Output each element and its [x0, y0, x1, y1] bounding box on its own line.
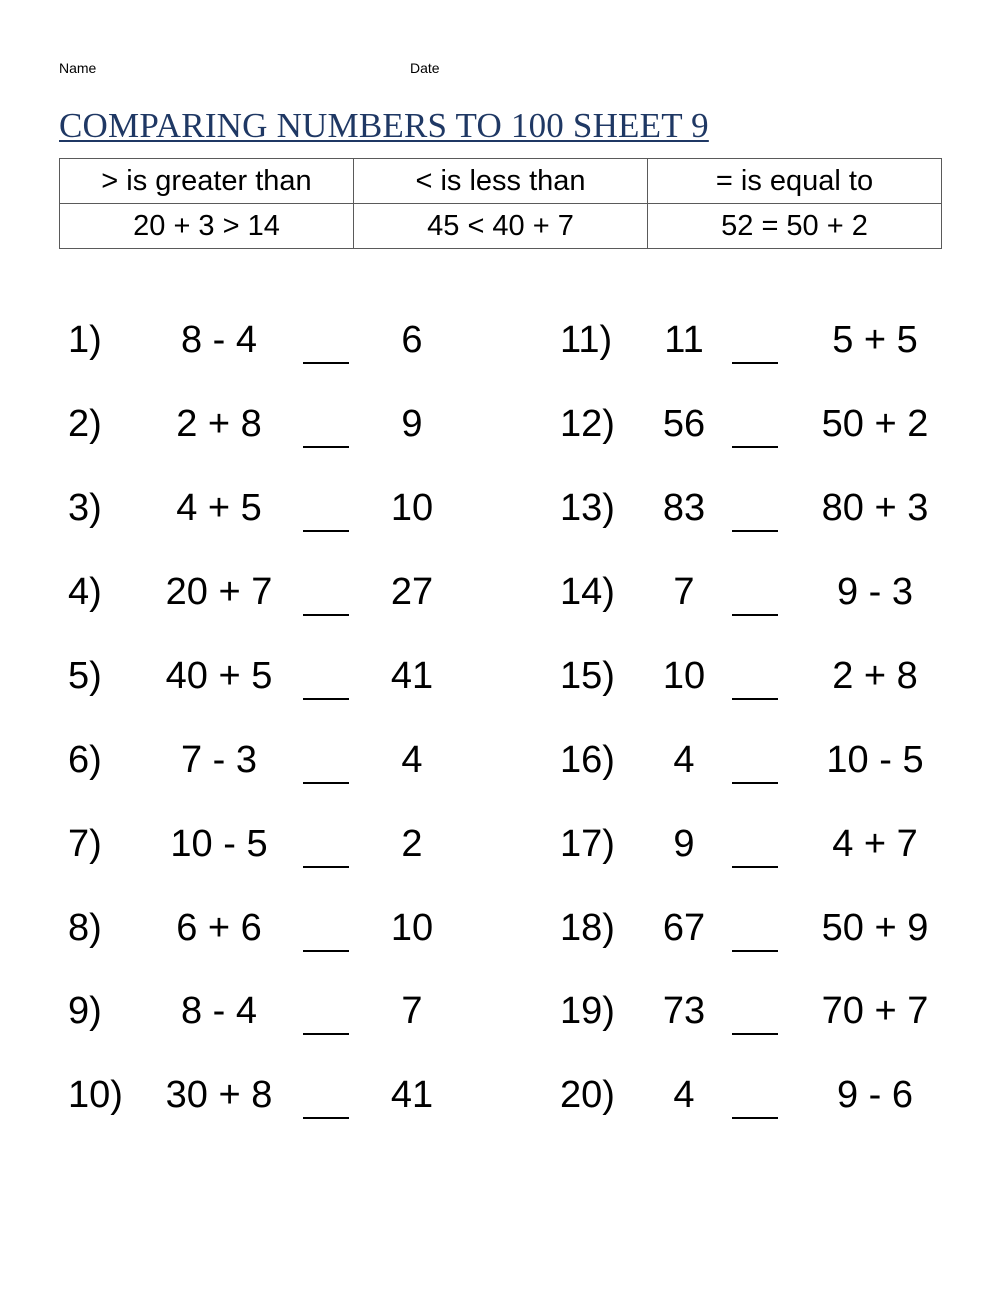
problem-right-expression: 9 - 3 — [836, 571, 914, 613]
problem-right-expression: 6 — [401, 319, 423, 361]
answer-blank[interactable] — [732, 698, 778, 700]
problem-right-expression: 80 + 3 — [821, 487, 929, 529]
problem-number: 3) — [68, 487, 102, 529]
answer-blank[interactable] — [732, 866, 778, 868]
answer-blank[interactable] — [303, 362, 349, 364]
example-equal-to: 52 = 50 + 2 — [648, 204, 942, 249]
legend-example-row — [60, 204, 942, 249]
answer-blank[interactable] — [303, 530, 349, 532]
answer-blank[interactable] — [303, 698, 349, 700]
problem-number: 18) — [560, 907, 615, 949]
answer-blank[interactable] — [303, 614, 349, 616]
problem-left-expression: 4 + 5 — [176, 487, 262, 529]
problem-right-expression: 2 + 8 — [832, 655, 918, 697]
legend-less-than: < is less than — [354, 159, 648, 204]
problem-number: 13) — [560, 487, 615, 529]
problem-left-expression: 8 - 4 — [180, 319, 258, 361]
problem-left-expression: 4 — [673, 1074, 695, 1116]
problem-right-expression: 41 — [390, 1074, 434, 1116]
answer-blank[interactable] — [732, 950, 778, 952]
answer-blank[interactable] — [732, 614, 778, 616]
problem-right-expression: 41 — [390, 655, 434, 697]
problem-right-expression: 70 + 7 — [821, 990, 929, 1032]
problem-number: 16) — [560, 739, 615, 781]
problem-number: 9) — [68, 990, 102, 1032]
problem-left-expression: 30 + 8 — [165, 1074, 273, 1116]
date-label: Date — [410, 60, 440, 76]
problem-left-expression: 2 + 8 — [176, 403, 262, 445]
problem-right-expression: 4 + 7 — [832, 823, 918, 865]
problem-number: 8) — [68, 907, 102, 949]
problem-left-expression: 9 — [673, 823, 695, 865]
problem-left-expression: 67 — [662, 907, 706, 949]
problem-right-expression: 50 + 2 — [821, 403, 929, 445]
name-label: Name — [59, 60, 97, 76]
problem-number: 14) — [560, 571, 615, 613]
legend-greater-than: > is greater than — [60, 159, 354, 204]
problem-right-expression: 10 — [390, 487, 434, 529]
problem-left-expression: 10 — [662, 655, 706, 697]
problem-left-expression: 40 + 5 — [165, 655, 273, 697]
problem-right-expression: 9 — [401, 403, 423, 445]
problem-left-expression: 20 + 7 — [165, 571, 273, 613]
answer-blank[interactable] — [732, 782, 778, 784]
problem-right-expression: 2 — [401, 823, 423, 865]
example-less-than: 45 < 40 + 7 — [354, 204, 648, 249]
problem-left-expression: 11 — [664, 319, 704, 361]
problem-number: 11) — [560, 319, 613, 361]
worksheet-title: COMPARING NUMBERS TO 100 SHEET 9 — [59, 106, 709, 145]
problem-right-expression: 10 - 5 — [826, 739, 924, 781]
problem-right-expression: 4 — [401, 739, 423, 781]
problem-left-expression: 83 — [662, 487, 706, 529]
answer-blank[interactable] — [303, 446, 349, 448]
answer-blank[interactable] — [732, 362, 778, 364]
problem-right-expression: 7 — [401, 990, 423, 1032]
problem-number: 12) — [560, 403, 615, 445]
answer-blank[interactable] — [303, 866, 349, 868]
problem-number: 19) — [560, 990, 615, 1032]
problem-number: 4) — [68, 571, 102, 613]
legend-equal-to: = is equal to — [648, 159, 942, 204]
answer-blank[interactable] — [732, 1033, 778, 1035]
answer-blank[interactable] — [303, 950, 349, 952]
problem-left-expression: 56 — [662, 403, 706, 445]
problem-number: 20) — [560, 1074, 615, 1116]
problem-left-expression: 7 - 3 — [180, 739, 258, 781]
problem-right-expression: 10 — [390, 907, 434, 949]
answer-blank[interactable] — [303, 1117, 349, 1119]
problem-left-expression: 10 - 5 — [170, 823, 268, 865]
legend-header-row — [60, 159, 942, 204]
symbol-legend-table — [59, 158, 942, 249]
problem-number: 2) — [68, 403, 102, 445]
answer-blank[interactable] — [303, 782, 349, 784]
answer-blank[interactable] — [732, 446, 778, 448]
problem-right-expression: 5 + 5 — [832, 319, 918, 361]
answer-blank[interactable] — [732, 1117, 778, 1119]
problem-number: 10) — [68, 1074, 123, 1116]
problem-right-expression: 50 + 9 — [821, 907, 929, 949]
problem-left-expression: 7 — [673, 571, 695, 613]
problem-right-expression: 9 - 6 — [836, 1074, 914, 1116]
problem-number: 5) — [68, 655, 102, 697]
example-greater-than: 20 + 3 > 14 — [60, 204, 354, 249]
answer-blank[interactable] — [303, 1033, 349, 1035]
problem-left-expression: 4 — [673, 739, 695, 781]
problem-number: 15) — [560, 655, 615, 697]
problem-number: 1) — [68, 319, 102, 361]
answer-blank[interactable] — [732, 530, 778, 532]
problem-right-expression: 27 — [390, 571, 434, 613]
problem-left-expression: 6 + 6 — [176, 907, 262, 949]
problem-number: 7) — [68, 823, 102, 865]
problem-number: 6) — [68, 739, 102, 781]
problem-number: 17) — [560, 823, 615, 865]
problem-left-expression: 73 — [662, 990, 706, 1032]
problem-left-expression: 8 - 4 — [180, 990, 258, 1032]
